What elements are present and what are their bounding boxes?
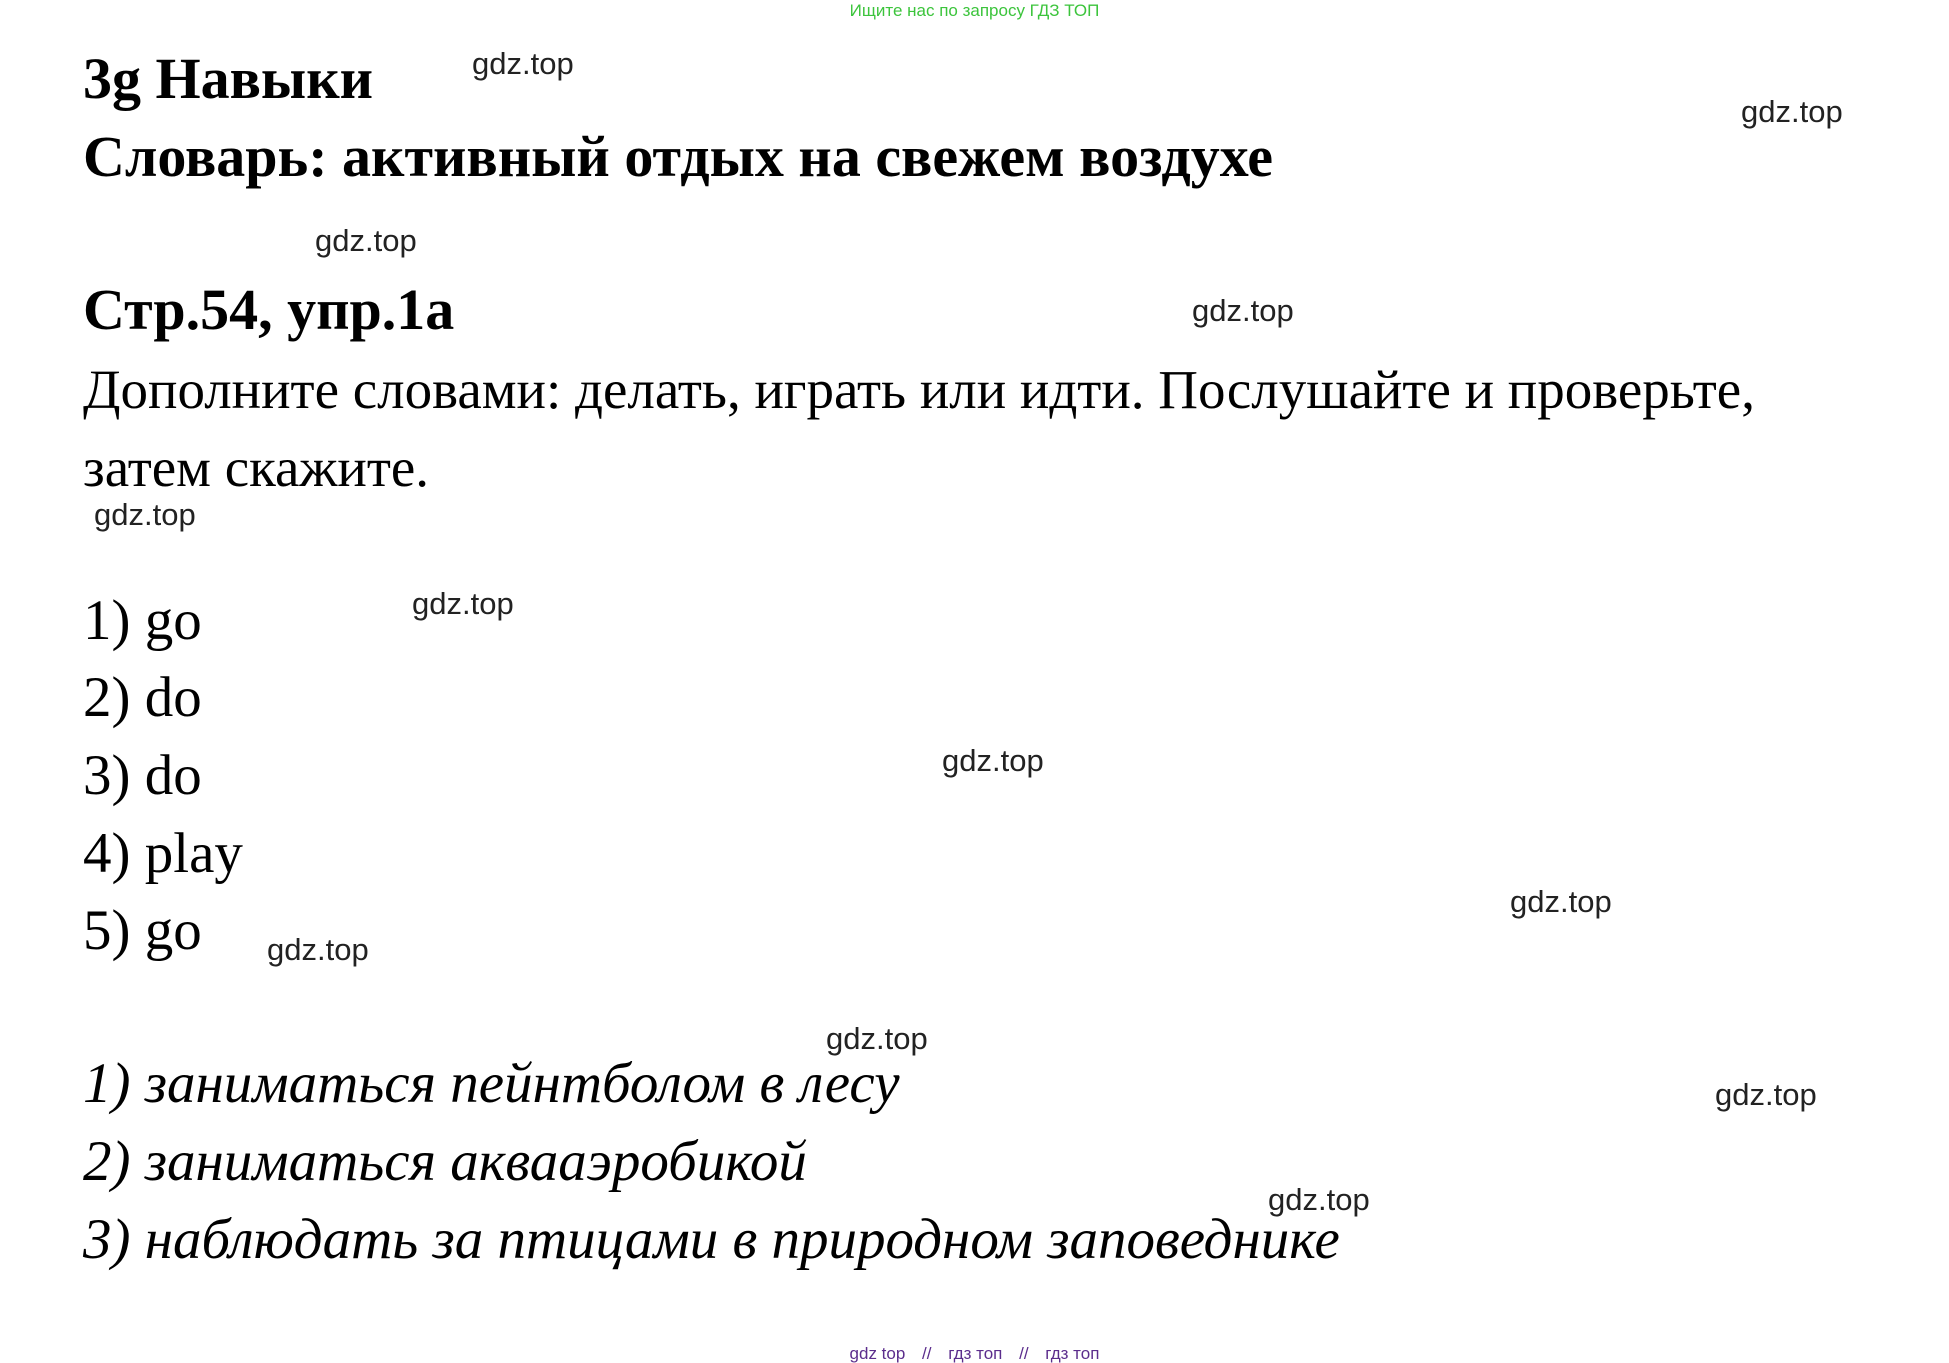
watermark: gdz.top [315, 223, 417, 258]
footer-links [0, 1345, 1949, 1362]
exercise-heading: Стр.54, упр.1a [83, 277, 455, 342]
watermark: gdz.top [1510, 884, 1612, 919]
footer-separator: // [922, 1344, 932, 1363]
watermark: gdz.top [412, 586, 514, 621]
watermark: gdz.top [942, 743, 1044, 778]
answer-item: 5) go [83, 899, 202, 962]
answer-item: 2) do [83, 666, 202, 729]
answer-item: 1) go [83, 589, 202, 652]
footer-separator: // [1019, 1344, 1029, 1363]
watermark: gdz.top [1741, 94, 1843, 129]
section-heading: 3g Навыки [83, 46, 374, 111]
topic-heading: Словарь: активный отдых на свежем воздухе [83, 124, 1273, 189]
top-banner[interactable]: Ищите нас по запросу ГДЗ ТОП [849, 1, 1100, 20]
translation-item: 2) заниматься аквааэробикой [83, 1130, 807, 1193]
instruction-line-1: Дополните словами: делать, играть или идти. Послушайте и проверьте, [83, 359, 1755, 420]
footer-link[interactable]: gdz top [849, 1344, 906, 1363]
answer-item: 4) play [83, 822, 243, 885]
instruction-line-2: затем скажите. [83, 437, 430, 498]
answer-item: 3) do [83, 744, 202, 807]
watermark: gdz.top [472, 46, 574, 81]
watermark: gdz.top [1268, 1182, 1370, 1217]
watermark: gdz.top [826, 1021, 928, 1056]
watermark: gdz.top [94, 497, 196, 532]
translation-item: 1) заниматься пейнтболом в лесу [83, 1052, 900, 1115]
translation-item: 3) наблюдать за птицами в природном заповеднике [83, 1208, 1340, 1271]
footer-link[interactable]: гдз топ [1045, 1344, 1100, 1363]
watermark: gdz.top [1192, 293, 1294, 328]
footer-link[interactable]: гдз топ [948, 1344, 1003, 1363]
watermark: gdz.top [267, 932, 369, 967]
watermark: gdz.top [1715, 1077, 1817, 1112]
